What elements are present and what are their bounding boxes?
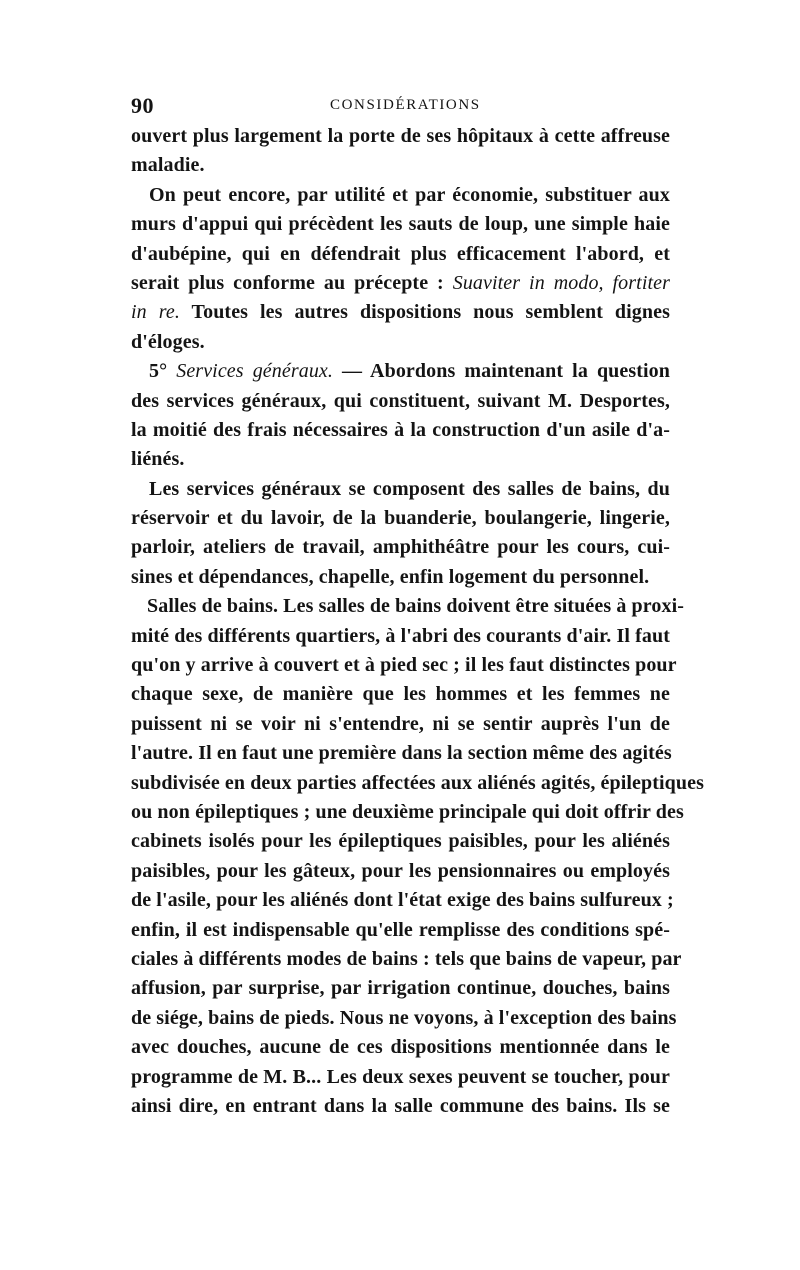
text-line xyxy=(131,298,670,327)
text-line: ou non épileptiques ; une deuxième principale qui doit offrir des xyxy=(131,800,684,823)
text-line: puissent ni se voir ni s'entendre, ni se sentir auprès l'un de xyxy=(131,712,670,735)
text-line: subdivisée en deux parties affectées aux aliénés agités, épileptiques xyxy=(131,771,704,794)
italic-run: Services généraux. xyxy=(176,360,334,383)
text-line: enfin, il est indispensable qu'elle remplisse des conditions spé- xyxy=(131,918,670,941)
text-line: qu'on y arrive à couvert et à pied sec ; il les faut distinctes pour xyxy=(131,654,677,677)
text-line: avec douches, aucune de ces dispositions mentionnée dans le xyxy=(131,1036,670,1059)
text-line: paisibles, pour les gâteux, pour les pensionnaires ou employés xyxy=(131,859,670,882)
text-run: serait plus conforme au précepte : xyxy=(131,271,453,294)
text-line: l'autre. Il en faut une première dans la section même des agités xyxy=(131,742,672,765)
text-line: affusion, par surprise, par irrigation continue, douches, bains xyxy=(131,977,670,1000)
text-line xyxy=(131,269,670,298)
text-line: ainsi dire, en entrant dans la salle commune des bains. Ils se xyxy=(131,1094,670,1117)
italic-run: in re. xyxy=(131,301,180,324)
text-line: programme de M. B... Les deux sexes peuvent se toucher, pour xyxy=(131,1065,670,1088)
running-head: CONSIDÉRATIONS xyxy=(330,97,481,113)
text-line: On peut encore, par utilité et par économie, substituer aux xyxy=(149,183,670,206)
italic-run: Suaviter in modo, fortiter xyxy=(452,271,670,294)
text-line: liénés. xyxy=(131,448,185,471)
text-line: des services généraux, qui constituent, suivant M. Desportes, xyxy=(131,389,670,412)
text-line: d'éloges. xyxy=(131,330,205,353)
text-line: sines et dépendances, chapelle, enfin logement du personnel. xyxy=(131,565,650,588)
text-line: Salles de bains. Les salles de bains doivent être situées à proxi- xyxy=(147,595,685,618)
text-line: de l'asile, pour les aliénés dont l'état exige des bains sulfureux ; xyxy=(131,889,674,912)
text-line: mité des différents quartiers, à l'abri des courants d'air. Il faut xyxy=(131,624,670,647)
text-line: maladie. xyxy=(131,154,205,177)
text-run: — Abordons maintenant la question xyxy=(333,360,670,383)
text-line: de siége, bains de pieds. Nous ne voyons, à l'exception des bains xyxy=(131,1006,677,1029)
text-line: cabinets isolés pour les épileptiques paisibles, pour les aliénés xyxy=(131,830,670,853)
text-line: ciales à différents modes de bains : tels que bains de vapeur, par xyxy=(131,947,682,970)
text-line: murs d'appui qui précèdent les sauts de loup, une simple haie xyxy=(131,213,670,236)
text-run: 5° xyxy=(149,360,177,383)
text-line: Les services généraux se composent des salles de bains, du xyxy=(149,477,670,500)
text-line: la moitié des frais nécessaires à la construction d'un asile d'a- xyxy=(131,418,670,441)
text-line: réservoir et du lavoir, de la buanderie, boulangerie, lingerie, xyxy=(131,507,670,530)
page-number: 90 xyxy=(131,93,154,118)
body-text xyxy=(131,122,704,1121)
text-line xyxy=(131,357,670,386)
text-line: d'aubépine, qui en défendrait plus efficacement l'abord, et xyxy=(131,242,670,265)
text-run: Toutes les autres dispositions nous semblent dignes xyxy=(179,301,670,324)
text-line: parloir, ateliers de travail, amphithéâtre pour les cours, cui- xyxy=(131,536,670,559)
page-header xyxy=(131,93,668,121)
text-line: ouvert plus largement la porte de ses hôpitaux à cette affreuse xyxy=(131,125,670,147)
text-line: chaque sexe, de manière que les hommes et les femmes ne xyxy=(131,683,670,706)
